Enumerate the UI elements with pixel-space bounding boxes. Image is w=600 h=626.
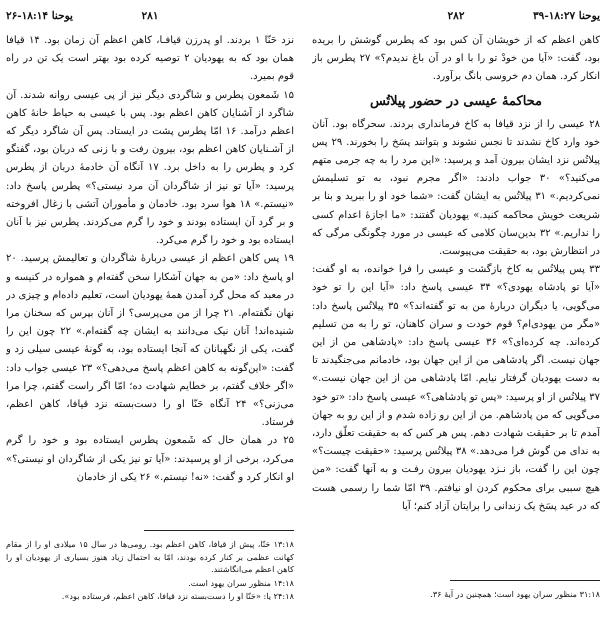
paragraph: ۲۵ در همان حال که شَمعون پطرس ایستاده بود و خود را گرم می‌کرد، برخی از او پرسیدند: «آیا تو نیز یکی از شاگردان او نیستی؟» او انکار کرد و گفت: «نه! نیستم.» ۲۶ یکی از خادمان [6,435,294,483]
footnote-divider [450,580,600,581]
section-heading: محاکمۀ عیسی در حضور پیلاتُس [369,93,543,109]
page-number: ۲۸۱ [141,10,159,22]
footnote: ۱۴:۱۸ منظور سران یهود است. [188,577,294,588]
paragraph: ۲۸ عیسی را از نزد قیافا به کاخ فرمانداری بردند. سحرگاه بود. آنان خود وارد کاخ نشدند تا نجس نشوند و بتوانند پسَخ را بخورند. ۲۹ پس پیلاتُس نزد ایشان بیرون آمد و پرسید: «این مرد را به چه جرمی متهم می‌کنید؟» ۳۰ جواب دادند: «اگر مجرم نبود، به تو تسلیمش نمی‌کردیم.» ۳۱ پیلاتُس به ایشان گفت: «شما خود او را ببرید و بنا بر شریعت خویش محاکمه کنید.» یهودیان گفتند: «ما اجازۀ اعدام کسی را نداریم.» ۳۲ بدین‌سان کلامی که عیسی در مورد چگونگی مرگی که در انتظارش بود، به حقیقت می‌پیوست. [312,118,600,258]
footnote: ۱۳:۱۸ حَنّا، پیش از قیافا، کاهن اعظم بود. رومی‌ها در سال ۱۵ میلادی او را از مقام کهانت عظمی بر کنار کرده بودند، امّا به احتمال زیاد هنوز بسیاری از یهودیان او را کاهن اعظم می‌انگاشتند. [6,539,294,575]
footnote: ۲۴:۱۸ یا: «حَنّا او را دست‌بسته نزد قیافا، کاهن اعظم، فرستاده بود». [61,591,294,602]
right-page [312,0,600,626]
paragraph: ۱۵ شَمعون پطرس و شاگردی دیگر نیز از پی عیسی روانه شدند. آن شاگرد از آشنایان کاهن اعظم بود. پس با عیسی به حیاط خانۀ کاهن اعظم درآمد. ۱۶ امّا پطرس پشت در ایستاد. پس آن شاگرد دیگر که از آشـنایان کاهن اعظم بود، بیرون رفت و با زنی که دربان بود، گفتگو کرد و پطرس را به داخل برد. ۱۷ آنگاه آن خادمۀ دربان از پطرس پرسید: «آیا تو نیز از شاگردان آن مرد نیستی؟» پطرس پاسخ داد: «نیستم.» ۱۸ هوا سرد بود. خادمان و مأموران آتشی با زغال افروخته و بر گرد آن ایستاده بودند و خود را گرم می‌کردند. پطرس نیز با آنان ایستاده بود و خود را گرم می‌کرد. [6,89,294,247]
page-header [6,10,294,28]
footnotes [6,538,294,604]
footnotes [312,588,600,602]
paragraph: کاهن اعظم که از خویشان آن کس بود که پطرس گوشش را بریده بود، گفت: «آیا من خودْ تو را با او در آن باغ ندیدم؟» ۲۷ پطرس باز انکار کرد. همان دم خروسی بانگ برآورد. [312,35,600,83]
footnote-divider [144,530,294,531]
page-body [6,32,294,520]
header-reference: یوحنا ۱۸:۱۴-۲۶ [6,10,73,22]
paragraph: ۱۹ پس کاهن اعظم از عیسی دربارۀ شاگردان و تعالیمش پرسید. ۲۰ او پاسخ داد: «من به جهان آشکارا سخن گفته‌ام و همواره در کنیسه و در معبد که محل گرد آمدن همۀ یهودیان است، تعلیم داده‌ام و چیزی در نهان نگفته‌ام. ۲۱ چرا از من می‌پرسی؟ از آنان بپرس که سخنان مرا شنیده‌اند! آنان نیک می‌دانند به ایشان چه گفته‌ام.» ۲۲ چون این را گفت، یکی از نگهبانان که آنجا ایستاده بود، به گونۀ عیسی سیلی زد و گفت: «این‌گونه به کاهن اعظم پاسخ می‌دهی؟» ۲۳ عیسی جواب داد: «اگر خلاف گفتم، بر خطایم شهادت ده؛ امّا اگر راست گفتم، چرا مرا می‌زنی؟» ۲۴ آنگاه حَنّا او را دست‌بسته نزد قیافا، کاهن اعظم، فرستاد. [6,253,294,429]
page-body [312,32,600,572]
paragraph: ۳۳ پس پیلاتُس به کاخ بازگشت و عیسی را فرا خوانده، به او گفت: «آیا تو پادشاه یهودی؟» ۳۴ عیسی پاسخ داد: «آیا این را تو خود می‌گویی، یا دیگران دربارۀ من به تو گفته‌اند؟» ۳۵ پیلاتُس پاسخ داد: «مگر من یهودی‌ام؟ قوم خودت و سران کاهنان، تو را به من تسلیم کرده‌اند. چه کرده‌ای؟» ۳۶ عیسی پاسخ داد: «پادشاهی من از این جهان نیست. اگر پادشاهی من از این جهان بود، خادمانم می‌جنگیدند تا به دست یهودیان گرفتار نیایم. امّا پادشاهی من از این جهان نیست.» ۳۷ پیلاتُس از او پرسید: «پس تو پادشاهی؟» عیسی پاسخ داد: «تو خود می‌گویی که من پادشاهم. من از این رو زاده شدم و از این رو به جهان آمدم تا بر حقیقت شهادت دهم. پس هر کس که به حقیقت تعلّق دارد، به ندای من گوش فرا می‌دهد.» ۳۸ پیلاتُس پرسید: «حقیقت چیست؟» چون این را گفت، باز نـزد یهودیان بیرون رفـت و به آنها گفت: «من هیچ سببی برای محکوم کردن او نیافتم. ۳۹ امّا شما را رسمی هست که در عید پسَخ یک زندانی را برایتان آزاد کنم؛ آیا [312,264,600,512]
page-header [312,10,600,28]
page-number: ۲۸۲ [447,10,465,22]
header-reference: یوحنا ۱۸:۲۷-۳۹ [533,10,600,22]
footnote: ۳۱:۱۸ منظور سران یهود است؛ همچنین در آیۀ ۳۶. [430,589,600,599]
left-page [6,0,294,626]
paragraph: نزد حَنّا ۱ بردند. او پدرزن قیافـا، کاهن اعظم آن زمان بود. ۱۴ قیافا همان بود که به یهودیان ۲ توصیه کرده بود بهتر است یک تن در راه قوم بمیرد. [6,35,294,83]
